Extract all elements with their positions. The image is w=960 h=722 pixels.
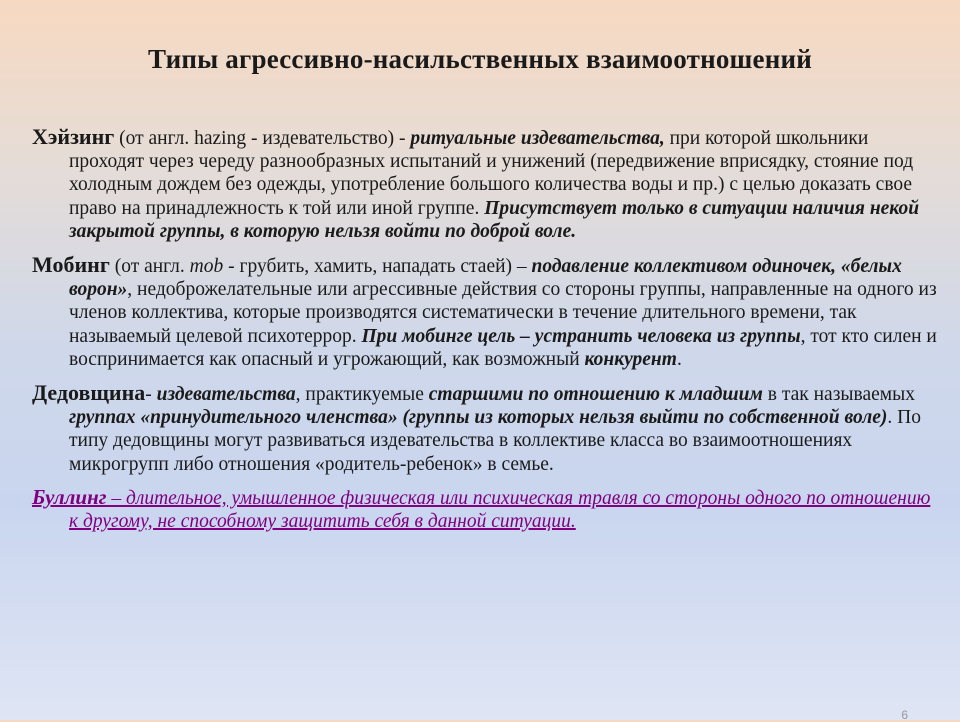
text: - (145, 384, 157, 406)
emphasis: старшими по отношению к младшим (428, 384, 763, 406)
text: при которой школьники проходят через череду разнообразных испытаний и унижений (передвижение вприсядку, стояние под холодным дождем без одежды, употребление большого количества воды и пр.) с целью доказать свое право на принадлежность к той или иной группе. (69, 128, 914, 219)
slide-content (32, 125, 942, 543)
text: . (676, 348, 682, 370)
emphasis: ритуальные издевательства, (410, 128, 665, 149)
term-dedovshchina: Дедовщина (32, 380, 146, 406)
text: - грубить, хамить, нападать стаей) – (223, 256, 532, 278)
term-bullying: Буллинг (32, 484, 107, 509)
paragraph-hazing (32, 125, 942, 243)
slide-title: Типы агрессивно-насильственных взаимоотношений (148, 44, 812, 74)
italic-word: mob (189, 256, 224, 278)
paragraph-mobbing (32, 253, 942, 371)
paragraph-bullying (32, 486, 942, 533)
term-hazing: Хэйзинг (32, 124, 115, 149)
text: (от англ. (109, 256, 190, 278)
emphasis: Присутствует только в ситуации наличия некой закрытой группы, в которую нельзя войти по доброй воле. (69, 197, 920, 242)
emphasis: издевательства (156, 384, 296, 406)
text: в так называемых (762, 384, 915, 406)
text: , недоброжелательные или агрессивные действия со стороны группы, направленные на одного из членов коллектива, которые производятся систематически в течение длительного времени, так называемый целевой психотеррор. (69, 279, 937, 347)
text: . По типу дедовщины могут развиваться издевательства в коллективе класса во взаимоотношениях микрогрупп либо отношения «родитель-ребенок» в семье. (69, 407, 921, 475)
emphasis: При мобинге цель – устранить человека из группы (361, 325, 801, 347)
emphasis: конкурент (584, 348, 677, 370)
emphasis: группах «принудительного членства» (группы из которых нельзя выйти по собственной воле) (69, 407, 888, 429)
paragraph-dedovshchina (32, 381, 942, 476)
emphasis: подавление коллективом одиночек, «белых ворон» (69, 256, 902, 301)
term-mobbing: Мобинг (32, 252, 110, 278)
page-number: 6 (901, 708, 908, 722)
text: (от англ. hazing - издевательство) - (114, 128, 411, 149)
text: , практикуемые (295, 384, 429, 406)
text: – длительное, умышленное физическая или психическая травля со стороны одного по отношению к другому, не способному защитить себя в данной ситуации. (69, 487, 931, 533)
text: , тот кто силен и воспринимается как опасный и угрожающий, как возможный (69, 325, 937, 370)
